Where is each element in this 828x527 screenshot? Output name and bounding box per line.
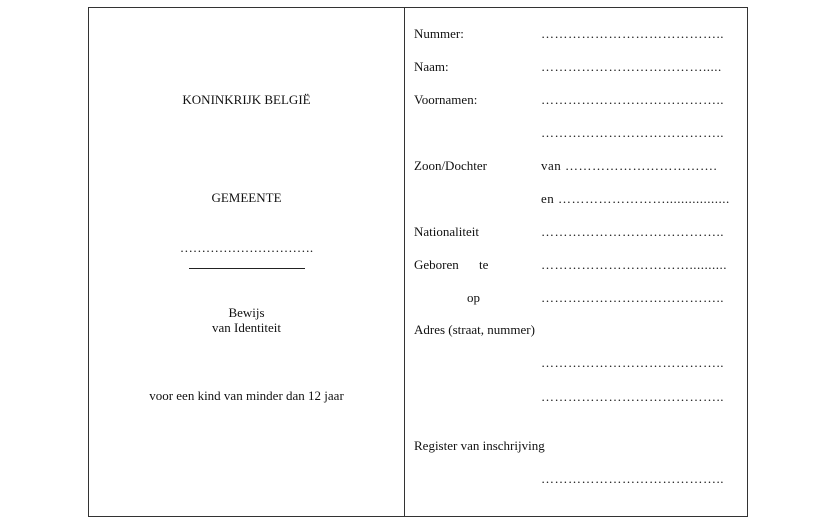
born-te-label: te: [479, 257, 489, 272]
address-field-2: …………………………………..: [541, 389, 724, 404]
born-op-label: op: [467, 290, 480, 305]
name-label: Naam:: [414, 59, 449, 74]
born-op-field: …………………………………..: [541, 290, 724, 305]
name-field: ……………………………….....: [541, 59, 722, 74]
address-field-1: …………………………………..: [541, 355, 724, 370]
parent-van-field: van …………………………….: [541, 158, 718, 173]
born-te-field: ……………………………..........: [541, 257, 727, 272]
country-title: KONINKRIJK BELGIË: [182, 92, 311, 107]
document-type-line-1: Bewijs: [228, 305, 265, 320]
document-subtitle: voor een kind van minder dan 12 jaar: [149, 388, 344, 403]
firstnames-label: Voornamen:: [414, 92, 478, 107]
municipality-field: ………………………….: [179, 240, 314, 255]
nationality-label: Nationaliteit: [414, 224, 479, 239]
municipality-label: GEMEENTE: [211, 190, 282, 205]
register-label: Register van inschrijving: [414, 438, 545, 453]
register-field: …………………………………..: [541, 471, 724, 486]
firstnames-field-2: …………………………………..: [541, 125, 724, 140]
number-field: …………………………………..: [541, 26, 724, 41]
document-type-line-2: van Identiteit: [212, 320, 281, 335]
identity-card: [88, 7, 748, 517]
parent-en-field: en …………………….................: [541, 191, 730, 206]
number-label: Nummer:: [414, 26, 464, 41]
separator-line: [189, 268, 305, 269]
born-label: Geboren: [414, 257, 459, 272]
firstnames-field-1: …………………………………..: [541, 92, 724, 107]
address-label: Adres (straat, nummer): [414, 322, 535, 337]
card-fold-divider: [404, 8, 405, 516]
nationality-field: …………………………………..: [541, 224, 724, 239]
parent-label: Zoon/Dochter: [414, 158, 487, 173]
